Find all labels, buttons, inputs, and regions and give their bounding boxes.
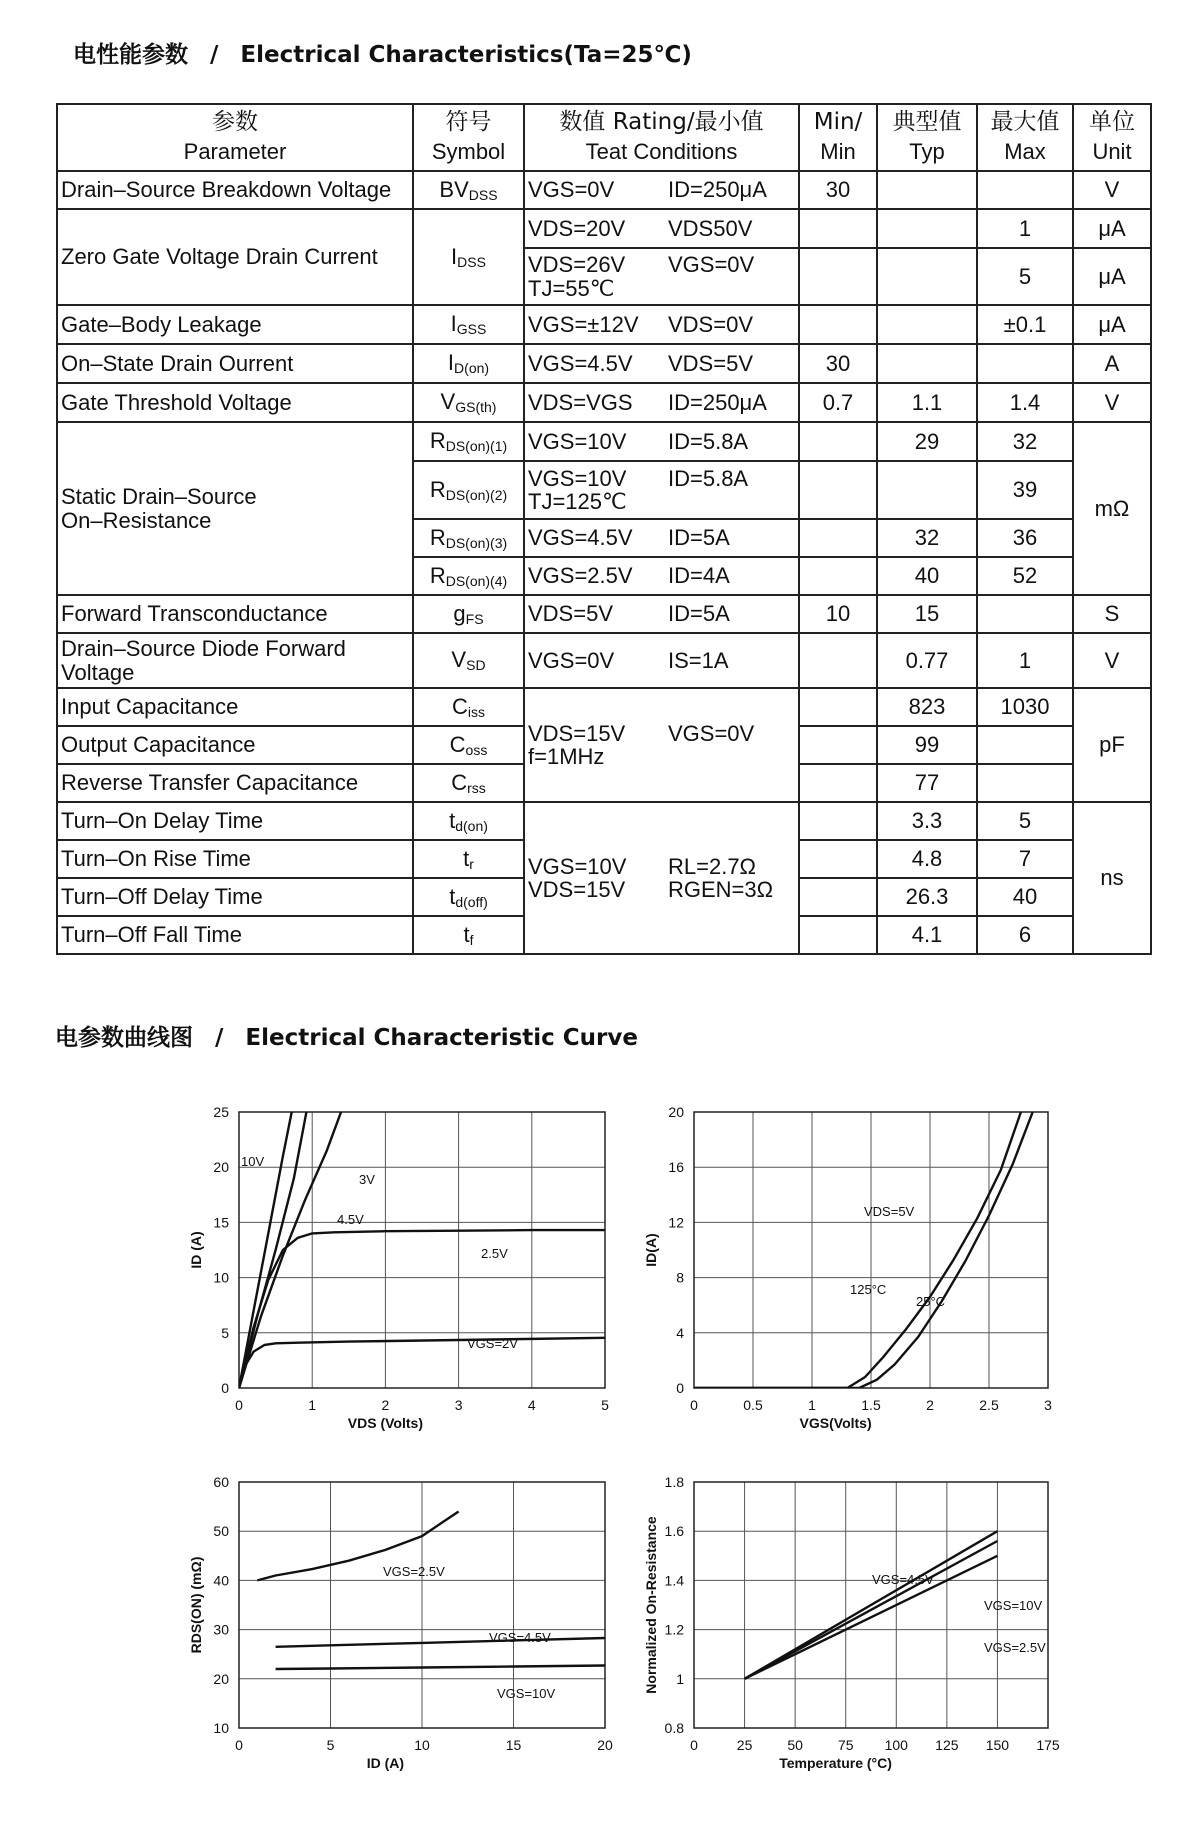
y-axis-label: ID(A) (643, 1233, 659, 1267)
x-tick-label: 100 (884, 1737, 908, 1753)
param-cell: Forward Transconductance (57, 595, 413, 633)
condition-cell: VGS=4.5V VDS=5V (524, 344, 799, 383)
condition-cell: VGS=0V IS=1A (524, 633, 799, 688)
typ-cell: 77 (877, 764, 977, 802)
y-tick-label: 60 (213, 1474, 229, 1490)
typ-cell (877, 461, 977, 519)
header-unit: 单位 Unit (1073, 104, 1151, 171)
symbol-cell: $C_{oss}$ (413, 726, 524, 764)
param-cell: Drain–Source Diode Forward Voltage (57, 633, 413, 688)
unit-cell: pF (1073, 688, 1151, 802)
x-tick-label: 20 (597, 1737, 613, 1753)
chart-transfer-characteristics (640, 1098, 1100, 1431)
x-tick-label: 0 (235, 1397, 243, 1413)
max-cell (977, 171, 1073, 209)
table-row (57, 633, 1151, 688)
min-cell (799, 840, 877, 878)
symbol-cell: $R_{DS(on)(4)}$ (413, 557, 524, 595)
x-tick-label: 2.5 (979, 1397, 999, 1413)
y-tick-label: 1.8 (664, 1474, 684, 1490)
x-tick-label: 5 (326, 1737, 335, 1753)
y-tick-label: 16 (668, 1159, 684, 1176)
param-cell: Gate–Body Leakage (57, 305, 413, 344)
table-header-row (57, 104, 1151, 171)
param-cell: On–State Drain Ourrent (57, 344, 413, 383)
y-axis-label: Normalized On-Resistance (643, 1516, 659, 1694)
x-axis-label: ID (A) (366, 1755, 405, 1771)
series-line-2-5v (239, 1230, 605, 1388)
unit-cell: μA (1073, 305, 1151, 344)
max-cell (977, 344, 1073, 383)
param-cell: Input Capacitance (57, 688, 413, 726)
unit-cell: mΩ (1073, 422, 1151, 595)
series-line-vgs-4-5v (745, 1531, 998, 1679)
table-row (57, 305, 1151, 344)
condition-cell: VDS=VGS ID=250μA (524, 383, 799, 422)
symbol-cell: $t_{d(off)}$ (413, 878, 524, 916)
curve-annotation: 10V (241, 1154, 265, 1169)
y-tick-label: 50 (213, 1523, 229, 1540)
x-axis-label: VDS (Volts) (347, 1415, 424, 1431)
y-tick-label: 25 (213, 1104, 229, 1120)
curve-annotation: VGS=10V (497, 1686, 556, 1701)
min-cell (799, 764, 877, 802)
unit-cell: V (1073, 633, 1151, 688)
curve-annotation: 3V (359, 1172, 375, 1187)
typ-cell (877, 248, 977, 305)
max-cell: 52 (977, 557, 1073, 595)
header-conditions: 数值 Rating/最小值 Teat Conditions (524, 104, 799, 171)
x-tick-label: 2 (926, 1397, 934, 1413)
max-cell: 7 (977, 840, 1073, 878)
param-cell: Output Capacitance (57, 726, 413, 764)
table-row (57, 422, 1151, 461)
x-tick-label: 1 (808, 1397, 816, 1413)
symbol-cell: $R_{DS(on)(1)}$ (413, 422, 524, 461)
y-tick-label: 4 (676, 1324, 684, 1341)
min-cell (799, 248, 877, 305)
max-cell: 32 (977, 422, 1073, 461)
min-cell: 30 (799, 344, 877, 383)
x-tick-label: 75 (837, 1737, 854, 1753)
min-cell (799, 422, 877, 461)
max-cell (977, 726, 1073, 764)
header-parameter: 参数 Parameter (57, 104, 413, 171)
y-tick-label: 30 (213, 1621, 229, 1638)
curves-title-cn: 电参数曲线图 (55, 1025, 193, 1051)
typ-cell (877, 209, 977, 248)
x-tick-label: 5 (601, 1397, 609, 1413)
series-line-vgs-2v (239, 1338, 605, 1388)
min-cell: 30 (799, 171, 877, 209)
title-separator: / (210, 42, 219, 68)
param-cell: Turn–Off Fall Time (57, 916, 413, 954)
condition-cell: VDS=26V VGS=0V TJ=55℃ (524, 248, 799, 305)
electrical-characteristics-table (56, 103, 1152, 955)
max-cell: 5 (977, 248, 1073, 305)
x-axis-label: VGS(Volts) (799, 1415, 872, 1431)
symbol-cell: $V_{GS(th)}$ (413, 383, 524, 422)
curve-annotation: 4.5V (337, 1212, 364, 1227)
x-tick-label: 10 (414, 1737, 430, 1753)
unit-cell: V (1073, 171, 1151, 209)
curve-annotation: 25°C (916, 1294, 946, 1309)
chart-normalized-on-resistance-vs-temperature (630, 1468, 1090, 1798)
symbol-cell: $I_{DSS}$ (413, 209, 524, 305)
series-line-vgs-2-5v (745, 1556, 998, 1679)
condition-cell: VGS=10V RL=2.7Ω VDS=15V RGEN=3Ω (524, 802, 799, 954)
param-cell: Static Drain–Source On–Resistance (57, 422, 413, 595)
x-tick-label: 175 (1036, 1737, 1060, 1753)
y-tick-label: 1.4 (664, 1572, 684, 1589)
section-title-electrical-characteristics (73, 36, 692, 69)
condition-cell: VGS=±12V VDS=0V (524, 305, 799, 344)
typ-cell: 40 (877, 557, 977, 595)
symbol-cell: $BV_{DSS}$ (413, 171, 524, 209)
min-cell (799, 916, 877, 954)
curve-annotation: VGS=10V (984, 1598, 1043, 1613)
typ-cell: 15 (877, 595, 977, 633)
curve-annotation: VGS=2.5V (383, 1564, 445, 1579)
y-tick-label: 0 (676, 1380, 684, 1396)
y-tick-label: 20 (668, 1104, 684, 1120)
table-row (57, 595, 1151, 633)
y-tick-label: 0 (221, 1380, 229, 1396)
y-tick-label: 0.8 (664, 1720, 684, 1736)
max-cell: 1 (977, 633, 1073, 688)
header-min: Min/ Min (799, 104, 877, 171)
x-tick-label: 50 (787, 1737, 803, 1753)
typ-cell: 4.1 (877, 916, 977, 954)
max-cell: 39 (977, 461, 1073, 519)
series-line-vgs-10v (745, 1541, 998, 1679)
y-tick-label: 8 (676, 1269, 684, 1286)
curve-annotation: VGS=4.5V (872, 1572, 934, 1587)
max-cell: ±0.1 (977, 305, 1073, 344)
x-tick-label: 0 (690, 1737, 698, 1753)
symbol-cell: $I_{GSS}$ (413, 305, 524, 344)
condition-cell: VGS=4.5V ID=5A (524, 519, 799, 557)
table-row (57, 209, 1151, 248)
min-cell (799, 305, 877, 344)
unit-cell: μA (1073, 209, 1151, 248)
max-cell: 6 (977, 916, 1073, 954)
typ-cell: 1.1 (877, 383, 977, 422)
condition-cell: VDS=15V VGS=0V f=1MHz (524, 688, 799, 802)
max-cell: 1.4 (977, 383, 1073, 422)
table-row (57, 344, 1151, 383)
chart-on-resistance-vs-current (175, 1468, 655, 1798)
max-cell: 5 (977, 802, 1073, 840)
unit-cell: V (1073, 383, 1151, 422)
y-tick-label: 40 (213, 1572, 229, 1589)
param-cell: Gate Threshold Voltage (57, 383, 413, 422)
table-row (57, 688, 1151, 726)
section-title-en: Electrical Characteristics(Ta=25℃) (240, 42, 692, 68)
min-cell: 0.7 (799, 383, 877, 422)
unit-cell: μA (1073, 248, 1151, 305)
table-row (57, 383, 1151, 422)
symbol-cell: $R_{DS(on)(2)}$ (413, 461, 524, 519)
min-cell (799, 688, 877, 726)
symbol-cell: $C_{rss}$ (413, 764, 524, 802)
max-cell (977, 764, 1073, 802)
curve-annotation: VGS=4.5V (489, 1630, 551, 1645)
title-separator: / (215, 1025, 224, 1051)
symbol-cell: $g_{FS}$ (413, 595, 524, 633)
param-cell: Zero Gate Voltage Drain Current (57, 209, 413, 305)
typ-cell: 26.3 (877, 878, 977, 916)
series-line-25-c (694, 1112, 1033, 1388)
unit-cell: S (1073, 595, 1151, 633)
header-typ: 典型值 Typ (877, 104, 977, 171)
x-tick-label: 150 (985, 1737, 1010, 1753)
param-cell: Turn–On Delay Time (57, 802, 413, 840)
condition-cell: VDS=20V VDS50V (524, 209, 799, 248)
typ-cell (877, 305, 977, 344)
condition-cell: VGS=10V ID=5.8A (524, 422, 799, 461)
x-tick-label: 3 (1044, 1397, 1052, 1413)
min-cell (799, 633, 877, 688)
curve-annotation: VDS=5V (864, 1204, 915, 1219)
section-title-characteristic-curve (55, 1019, 638, 1052)
header-symbol: 符号 Symbol (413, 104, 524, 171)
header-max: 最大值 Max (977, 104, 1073, 171)
symbol-cell: $I_{D(on)}$ (413, 344, 524, 383)
curve-annotation: 125°C (850, 1282, 887, 1297)
curve-annotation: VGS=2V (467, 1336, 518, 1351)
x-tick-label: 3 (454, 1397, 463, 1413)
param-cell: Turn–Off Delay Time (57, 878, 413, 916)
y-tick-label: 1.2 (664, 1621, 684, 1638)
x-tick-label: 2 (381, 1397, 390, 1413)
x-tick-label: 25 (736, 1737, 753, 1753)
curves-title-en: Electrical Characteristic Curve (245, 1025, 638, 1051)
min-cell (799, 878, 877, 916)
symbol-cell: $R_{DS(on)(3)}$ (413, 519, 524, 557)
min-cell (799, 519, 877, 557)
plot-frame (239, 1112, 605, 1388)
min-cell (799, 209, 877, 248)
max-cell: 1 (977, 209, 1073, 248)
typ-cell: 3.3 (877, 802, 977, 840)
y-tick-label: 10 (213, 1269, 229, 1286)
curve-annotation: VGS=2.5V (984, 1640, 1046, 1655)
param-cell: Reverse Transfer Capacitance (57, 764, 413, 802)
y-tick-label: 1.6 (664, 1523, 684, 1540)
symbol-cell: $t_r$ (413, 840, 524, 878)
param-cell: Drain–Source Breakdown Voltage (57, 171, 413, 209)
y-tick-label: 20 (213, 1159, 229, 1176)
condition-cell: VGS=2.5V ID=4A (524, 557, 799, 595)
y-tick-label: 20 (213, 1670, 229, 1687)
y-tick-label: 10 (213, 1720, 229, 1736)
min-cell (799, 557, 877, 595)
typ-cell: 99 (877, 726, 977, 764)
x-tick-label: 0 (690, 1397, 698, 1413)
curve-annotation: 2.5V (481, 1246, 508, 1261)
x-tick-label: 1 (308, 1397, 317, 1413)
x-tick-label: 0 (235, 1737, 243, 1753)
typ-cell (877, 344, 977, 383)
table-row (57, 171, 1151, 209)
max-cell (977, 595, 1073, 633)
x-tick-label: 0.5 (743, 1397, 763, 1413)
unit-cell: ns (1073, 802, 1151, 954)
y-tick-label: 15 (213, 1214, 229, 1231)
typ-cell: 29 (877, 422, 977, 461)
y-tick-label: 5 (221, 1324, 229, 1341)
y-axis-label: ID (A) (188, 1231, 204, 1269)
condition-cell: VDS=5V ID=5A (524, 595, 799, 633)
min-cell (799, 726, 877, 764)
max-cell: 1030 (977, 688, 1073, 726)
max-cell: 36 (977, 519, 1073, 557)
y-tick-label: 1 (676, 1670, 684, 1687)
typ-cell (877, 171, 977, 209)
typ-cell: 4.8 (877, 840, 977, 878)
y-axis-label: RDS(ON) (mΩ) (188, 1556, 204, 1654)
x-tick-label: 4 (527, 1397, 536, 1413)
series-line-vgs-4-5v (276, 1638, 605, 1647)
series-line-3v (239, 1101, 345, 1388)
min-cell (799, 461, 877, 519)
min-cell: 10 (799, 595, 877, 633)
x-tick-label: 15 (505, 1737, 522, 1753)
symbol-cell: $t_{d(on)}$ (413, 802, 524, 840)
condition-cell: VGS=0V ID=250μA (524, 171, 799, 209)
condition-cell: VGS=10V ID=5.8A TJ=125℃ (524, 461, 799, 519)
unit-cell: A (1073, 344, 1151, 383)
symbol-cell: $t_f$ (413, 916, 524, 954)
x-axis-label: Temperature (°C) (779, 1755, 892, 1771)
min-cell (799, 802, 877, 840)
chart-output-characteristics (175, 1098, 655, 1431)
typ-cell: 823 (877, 688, 977, 726)
typ-cell: 0.77 (877, 633, 977, 688)
symbol-cell: $V_{SD}$ (413, 633, 524, 688)
x-tick-label: 125 (935, 1737, 959, 1753)
table-row (57, 802, 1151, 840)
symbol-cell: $C_{iss}$ (413, 688, 524, 726)
section-title-cn: 电性能参数 (73, 42, 188, 68)
param-cell: Turn–On Rise Time (57, 840, 413, 878)
max-cell: 40 (977, 878, 1073, 916)
x-tick-label: 1.5 (861, 1397, 881, 1413)
y-tick-label: 12 (668, 1214, 684, 1231)
typ-cell: 32 (877, 519, 977, 557)
series-line-vgs-10v (276, 1666, 605, 1670)
